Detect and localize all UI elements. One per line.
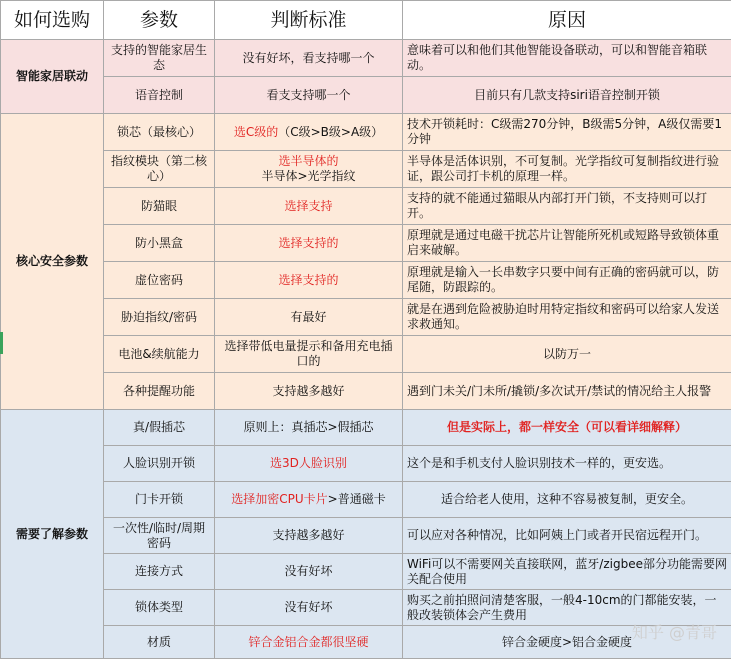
param-cell: 各种提醒功能 bbox=[104, 373, 215, 410]
standard-cell: 支持越多越好 bbox=[215, 518, 403, 554]
table-row bbox=[1, 225, 731, 262]
standard-cell: 选择支持 bbox=[215, 188, 403, 225]
zhihu-watermark: 知乎 @青哥 bbox=[632, 620, 717, 643]
param-cell: 指纹模块（第二核心） bbox=[104, 151, 215, 188]
reason-cell: 就是在遇到危险被胁迫时用特定指纹和密码可以给家人发送求救通知。 bbox=[403, 299, 731, 336]
param-cell: 防小黑盒 bbox=[104, 225, 215, 262]
left-edge-marker bbox=[0, 332, 3, 354]
reason-cell: 半导体是活体识别，不可复制。光学指纹可复制指纹进行验证，跟公司打卡机的原理一样。 bbox=[403, 151, 731, 188]
standard-cell: 锌合金铝合金都很坚硬 bbox=[215, 626, 403, 659]
standard-cell bbox=[215, 151, 403, 188]
table-row bbox=[1, 554, 731, 590]
standard-cell: 没有好坏 bbox=[215, 554, 403, 590]
table-row bbox=[1, 114, 731, 151]
table-row bbox=[1, 518, 731, 554]
reason-cell: 这个是和手机支付人脸识别技术一样的，更安选。 bbox=[403, 446, 731, 482]
param-cell: 锁芯（最核心） bbox=[104, 114, 215, 151]
table-row bbox=[1, 151, 731, 188]
standard-cell: 选择带低电量提示和备用充电插口的 bbox=[215, 336, 403, 373]
reason-cell: 适合给老人使用，这种不容易被复制，更安全。 bbox=[403, 482, 731, 518]
category-need-to-know: 需要了解参数 bbox=[1, 410, 104, 659]
standard-cell: 有最好 bbox=[215, 299, 403, 336]
reason-cell: 购买之前拍照问清楚客服，一般4-10cm的门都能安装，一般改装锁体会产生费用 bbox=[403, 590, 731, 626]
standard-detail: 半导体>光学指纹 bbox=[261, 169, 355, 183]
table-row bbox=[1, 626, 731, 659]
header-parameter: 参数 bbox=[104, 1, 215, 40]
standard-cell: 选3D人脸识别 bbox=[215, 446, 403, 482]
header-row bbox=[1, 1, 731, 40]
standard-cell: 选择支持的 bbox=[215, 262, 403, 299]
standard-detail: （C级>B级>A级） bbox=[278, 125, 383, 139]
reason-cell: 原理就是通过电磁干扰芯片让智能所死机或短路导致锁体重启来破解。 bbox=[403, 225, 731, 262]
table-row bbox=[1, 446, 731, 482]
reason-cell: 意味着可以和他们其他智能设备联动，可以和智能音箱联动。 bbox=[403, 40, 731, 77]
table-row bbox=[1, 373, 731, 410]
category-core-security: 核心安全参数 bbox=[1, 114, 104, 410]
header-how-to-buy: 如何选购 bbox=[1, 1, 104, 40]
table-row bbox=[1, 299, 731, 336]
header-reason: 原因 bbox=[403, 1, 731, 40]
table-row bbox=[1, 336, 731, 373]
standard-cell bbox=[215, 482, 403, 518]
param-cell: 语音控制 bbox=[104, 77, 215, 114]
param-cell: 锁体类型 bbox=[104, 590, 215, 626]
reason-cell: 锌合金硬度>铝合金硬度 bbox=[403, 626, 731, 659]
reason-cell: 遇到门未关/门未所/撬锁/多次试开/禁试的情况给主人报警 bbox=[403, 373, 731, 410]
param-cell: 虚位密码 bbox=[104, 262, 215, 299]
param-cell: 材质 bbox=[104, 626, 215, 659]
param-cell: 一次性/临时/周期密码 bbox=[104, 518, 215, 554]
param-cell: 胁迫指纹/密码 bbox=[104, 299, 215, 336]
reason-cell: 但是实际上，都一样安全（可以看详细解释） bbox=[403, 410, 731, 446]
reason-cell: WiFi可以不需要网关直接联网，蓝牙/zigbee部分功能需要网关配合使用 bbox=[403, 554, 731, 590]
param-cell: 门卡开锁 bbox=[104, 482, 215, 518]
standard-cell: 支持越多越好 bbox=[215, 373, 403, 410]
table-row bbox=[1, 482, 731, 518]
table-row bbox=[1, 410, 731, 446]
standard-cell: 看支支持哪一个 bbox=[215, 77, 403, 114]
header-criteria: 判断标准 bbox=[215, 1, 403, 40]
table-row bbox=[1, 188, 731, 225]
category-smart-home: 智能家居联动 bbox=[1, 40, 104, 114]
table-row bbox=[1, 40, 731, 77]
standard-cell: 选择支持的 bbox=[215, 225, 403, 262]
reason-cell: 技术开锁耗时：C级需270分钟，B级需5分钟，A级仅需要1分钟 bbox=[403, 114, 731, 151]
standard-cell: 原则上：真插芯>假插芯 bbox=[215, 410, 403, 446]
standard-cell bbox=[215, 114, 403, 151]
standard-detail: >普通磁卡 bbox=[328, 492, 386, 506]
param-cell: 电池&续航能力 bbox=[104, 336, 215, 373]
param-cell: 防猫眼 bbox=[104, 188, 215, 225]
reason-cell: 以防万一 bbox=[403, 336, 731, 373]
table-row bbox=[1, 590, 731, 626]
table-row bbox=[1, 262, 731, 299]
param-cell: 真/假插芯 bbox=[104, 410, 215, 446]
standard-cell: 没有好坏 bbox=[215, 590, 403, 626]
param-cell: 支持的智能家居生态 bbox=[104, 40, 215, 77]
standard-cell: 没有好坏，看支持哪一个 bbox=[215, 40, 403, 77]
param-cell: 人脸识别开锁 bbox=[104, 446, 215, 482]
standard-highlight: 选C级的 bbox=[234, 125, 278, 139]
reason-cell: 目前只有几款支持siri语音控制开锁 bbox=[403, 77, 731, 114]
standard-highlight: 选择加密CPU卡片 bbox=[231, 492, 327, 506]
standard-highlight: 选半导体的 bbox=[278, 154, 338, 168]
reason-cell: 支持的就不能通过猫眼从内部打开门锁，不支持则可以打开。 bbox=[403, 188, 731, 225]
param-cell: 连接方式 bbox=[104, 554, 215, 590]
reason-cell: 原理就是输入一长串数字只要中间有正确的密码就可以，防尾随，防跟踪的。 bbox=[403, 262, 731, 299]
table-row bbox=[1, 77, 731, 114]
reason-cell: 可以应对各种情况，比如阿姨上门或者开民宿远程开门。 bbox=[403, 518, 731, 554]
